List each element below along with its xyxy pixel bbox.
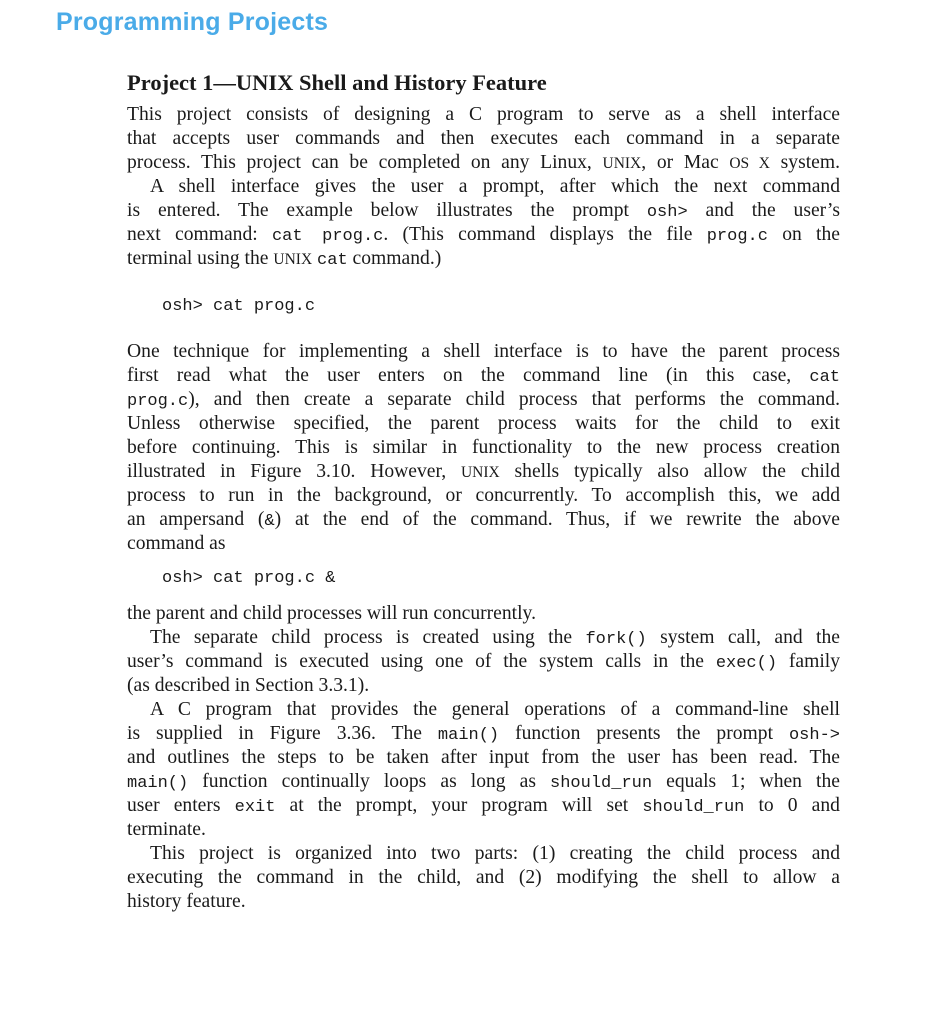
- text-run: , or Mac: [641, 152, 730, 173]
- text-run: is entered. The example below illustrates the prompt: [127, 200, 647, 221]
- small-caps-text: UNIX: [460, 464, 500, 481]
- section-title: Programming Projects: [56, 8, 329, 36]
- text-run: is supplied in Figure 3.36. The: [127, 723, 438, 744]
- text-run: and outlines the steps to be taken after input from the user has been read. The: [127, 747, 840, 768]
- inline-code: osh->: [788, 726, 840, 745]
- inline-code: cat: [809, 368, 840, 387]
- text-line: [127, 866, 840, 890]
- text-run: Unless otherwise specified, the parent process waits for the child to exit: [127, 413, 840, 434]
- text-run: executing the command in the child, and (2) modifying the shell to allow a: [127, 867, 840, 888]
- text-line: [127, 722, 840, 746]
- document-body: [127, 68, 840, 914]
- text-line: [127, 626, 840, 650]
- text-run: The separate child process is created using the: [150, 627, 586, 648]
- code-example: osh> cat prog.c &: [162, 569, 336, 588]
- text-line: [127, 364, 840, 388]
- text-run: first read what the user enters on the command line (in this case,: [127, 365, 810, 386]
- text-run: ) at the end of the command. Thus, if we rewrite the above: [274, 509, 840, 530]
- body-text: [127, 103, 840, 914]
- text-line: [127, 223, 840, 247]
- text-line: [127, 698, 840, 722]
- text-line: [127, 151, 840, 175]
- text-run: before continuing. This is similar in functionality to the new process creation: [127, 437, 840, 458]
- text-line: [127, 103, 840, 127]
- text-run: the parent and child processes will run concurrently.: [127, 603, 536, 624]
- text-line: [127, 842, 840, 866]
- text-run: and the user’s: [687, 200, 840, 221]
- text-run: that accepts user commands and then executes each command in a separate: [127, 128, 840, 149]
- inline-code: main(): [127, 774, 189, 793]
- text-run: terminate.: [127, 819, 206, 840]
- text-line: [127, 794, 840, 818]
- text-run: process to run in the background, or concurrently. To accomplish this, we add: [127, 485, 840, 506]
- small-caps-text: UNIX: [602, 155, 642, 172]
- text-line: [127, 199, 840, 223]
- project-heading: Project 1—UNIX Shell and History Feature: [127, 70, 547, 95]
- text-line: [127, 770, 840, 794]
- inline-code: exec(): [715, 654, 778, 673]
- text-run: command as: [127, 533, 226, 554]
- text-run: function continually loops as long as: [188, 771, 551, 792]
- inline-code: main(): [437, 726, 500, 745]
- text-run: next command:: [127, 224, 272, 245]
- text-run: shells typically also allow the child: [499, 461, 840, 482]
- text-line: [127, 388, 840, 412]
- text-run: This project is organized into two parts: (1) creating the child process and: [150, 843, 840, 864]
- text-run: family: [777, 651, 840, 672]
- text-line: [127, 460, 840, 484]
- text-line: [127, 818, 840, 842]
- text-run: This project consists of designing a C program to serve as a shell interface: [127, 104, 840, 125]
- text-run: an ampersand (: [127, 509, 265, 530]
- text-line: [127, 890, 840, 914]
- text-run: history feature.: [127, 891, 246, 912]
- inline-code: prog.c: [706, 227, 768, 246]
- small-caps-text: OS X: [729, 155, 770, 172]
- inline-code: cat prog.c: [271, 227, 384, 246]
- inline-code: fork(): [585, 630, 647, 649]
- text-run: terminal using the: [127, 248, 274, 269]
- text-line: [127, 175, 840, 199]
- text-run: function presents the prompt: [499, 723, 789, 744]
- inline-code: osh>: [646, 203, 688, 222]
- text-run: illustrated in Figure 3.10. However,: [127, 461, 461, 482]
- text-run: user enters: [127, 795, 235, 816]
- text-line: [127, 340, 840, 364]
- text-line: [127, 508, 840, 532]
- text-line: [127, 247, 840, 271]
- inline-code: prog.c: [127, 392, 189, 411]
- text-run: system call, and the: [646, 627, 840, 648]
- text-line: [127, 484, 840, 508]
- text-run: (as described in Section 3.3.1).: [127, 675, 370, 696]
- code-example: osh> cat prog.c: [162, 297, 316, 316]
- text-run: user’s command is executed using one of the system calls in the: [127, 651, 716, 672]
- text-run: on the: [767, 224, 840, 245]
- inline-code: exit: [234, 798, 276, 817]
- text-line: [127, 127, 840, 151]
- text-line: [127, 412, 840, 436]
- inline-code: should_run: [550, 774, 653, 793]
- text-run: to 0 and: [744, 795, 840, 816]
- text-run: A shell interface gives the user a prompt, after which the next command: [150, 176, 840, 197]
- text-line: [127, 674, 840, 698]
- text-run: ), and then create a separate child process that performs the command.: [188, 389, 840, 410]
- text-run: A C program that provides the general operations of a command-line shell: [150, 699, 840, 720]
- text-line: [127, 532, 840, 556]
- text-run: equals 1; when the: [652, 771, 840, 792]
- text-run: command.): [347, 248, 442, 269]
- text-line: [127, 650, 840, 674]
- text-run: system.: [769, 152, 840, 173]
- text-line: [127, 746, 840, 770]
- text-run: One technique for implementing a shell interface is to have the parent process: [127, 341, 840, 362]
- text-run: process. This project can be completed on any Linux,: [127, 152, 603, 173]
- inline-code: &: [264, 512, 275, 531]
- inline-code: cat: [317, 251, 348, 270]
- small-caps-text: UNIX: [273, 251, 313, 268]
- text-line: [127, 436, 840, 460]
- text-run: at the prompt, your program will set: [275, 795, 643, 816]
- text-run: . (This command displays the file: [383, 224, 707, 245]
- inline-code: should_run: [642, 798, 745, 817]
- text-line: [127, 602, 840, 626]
